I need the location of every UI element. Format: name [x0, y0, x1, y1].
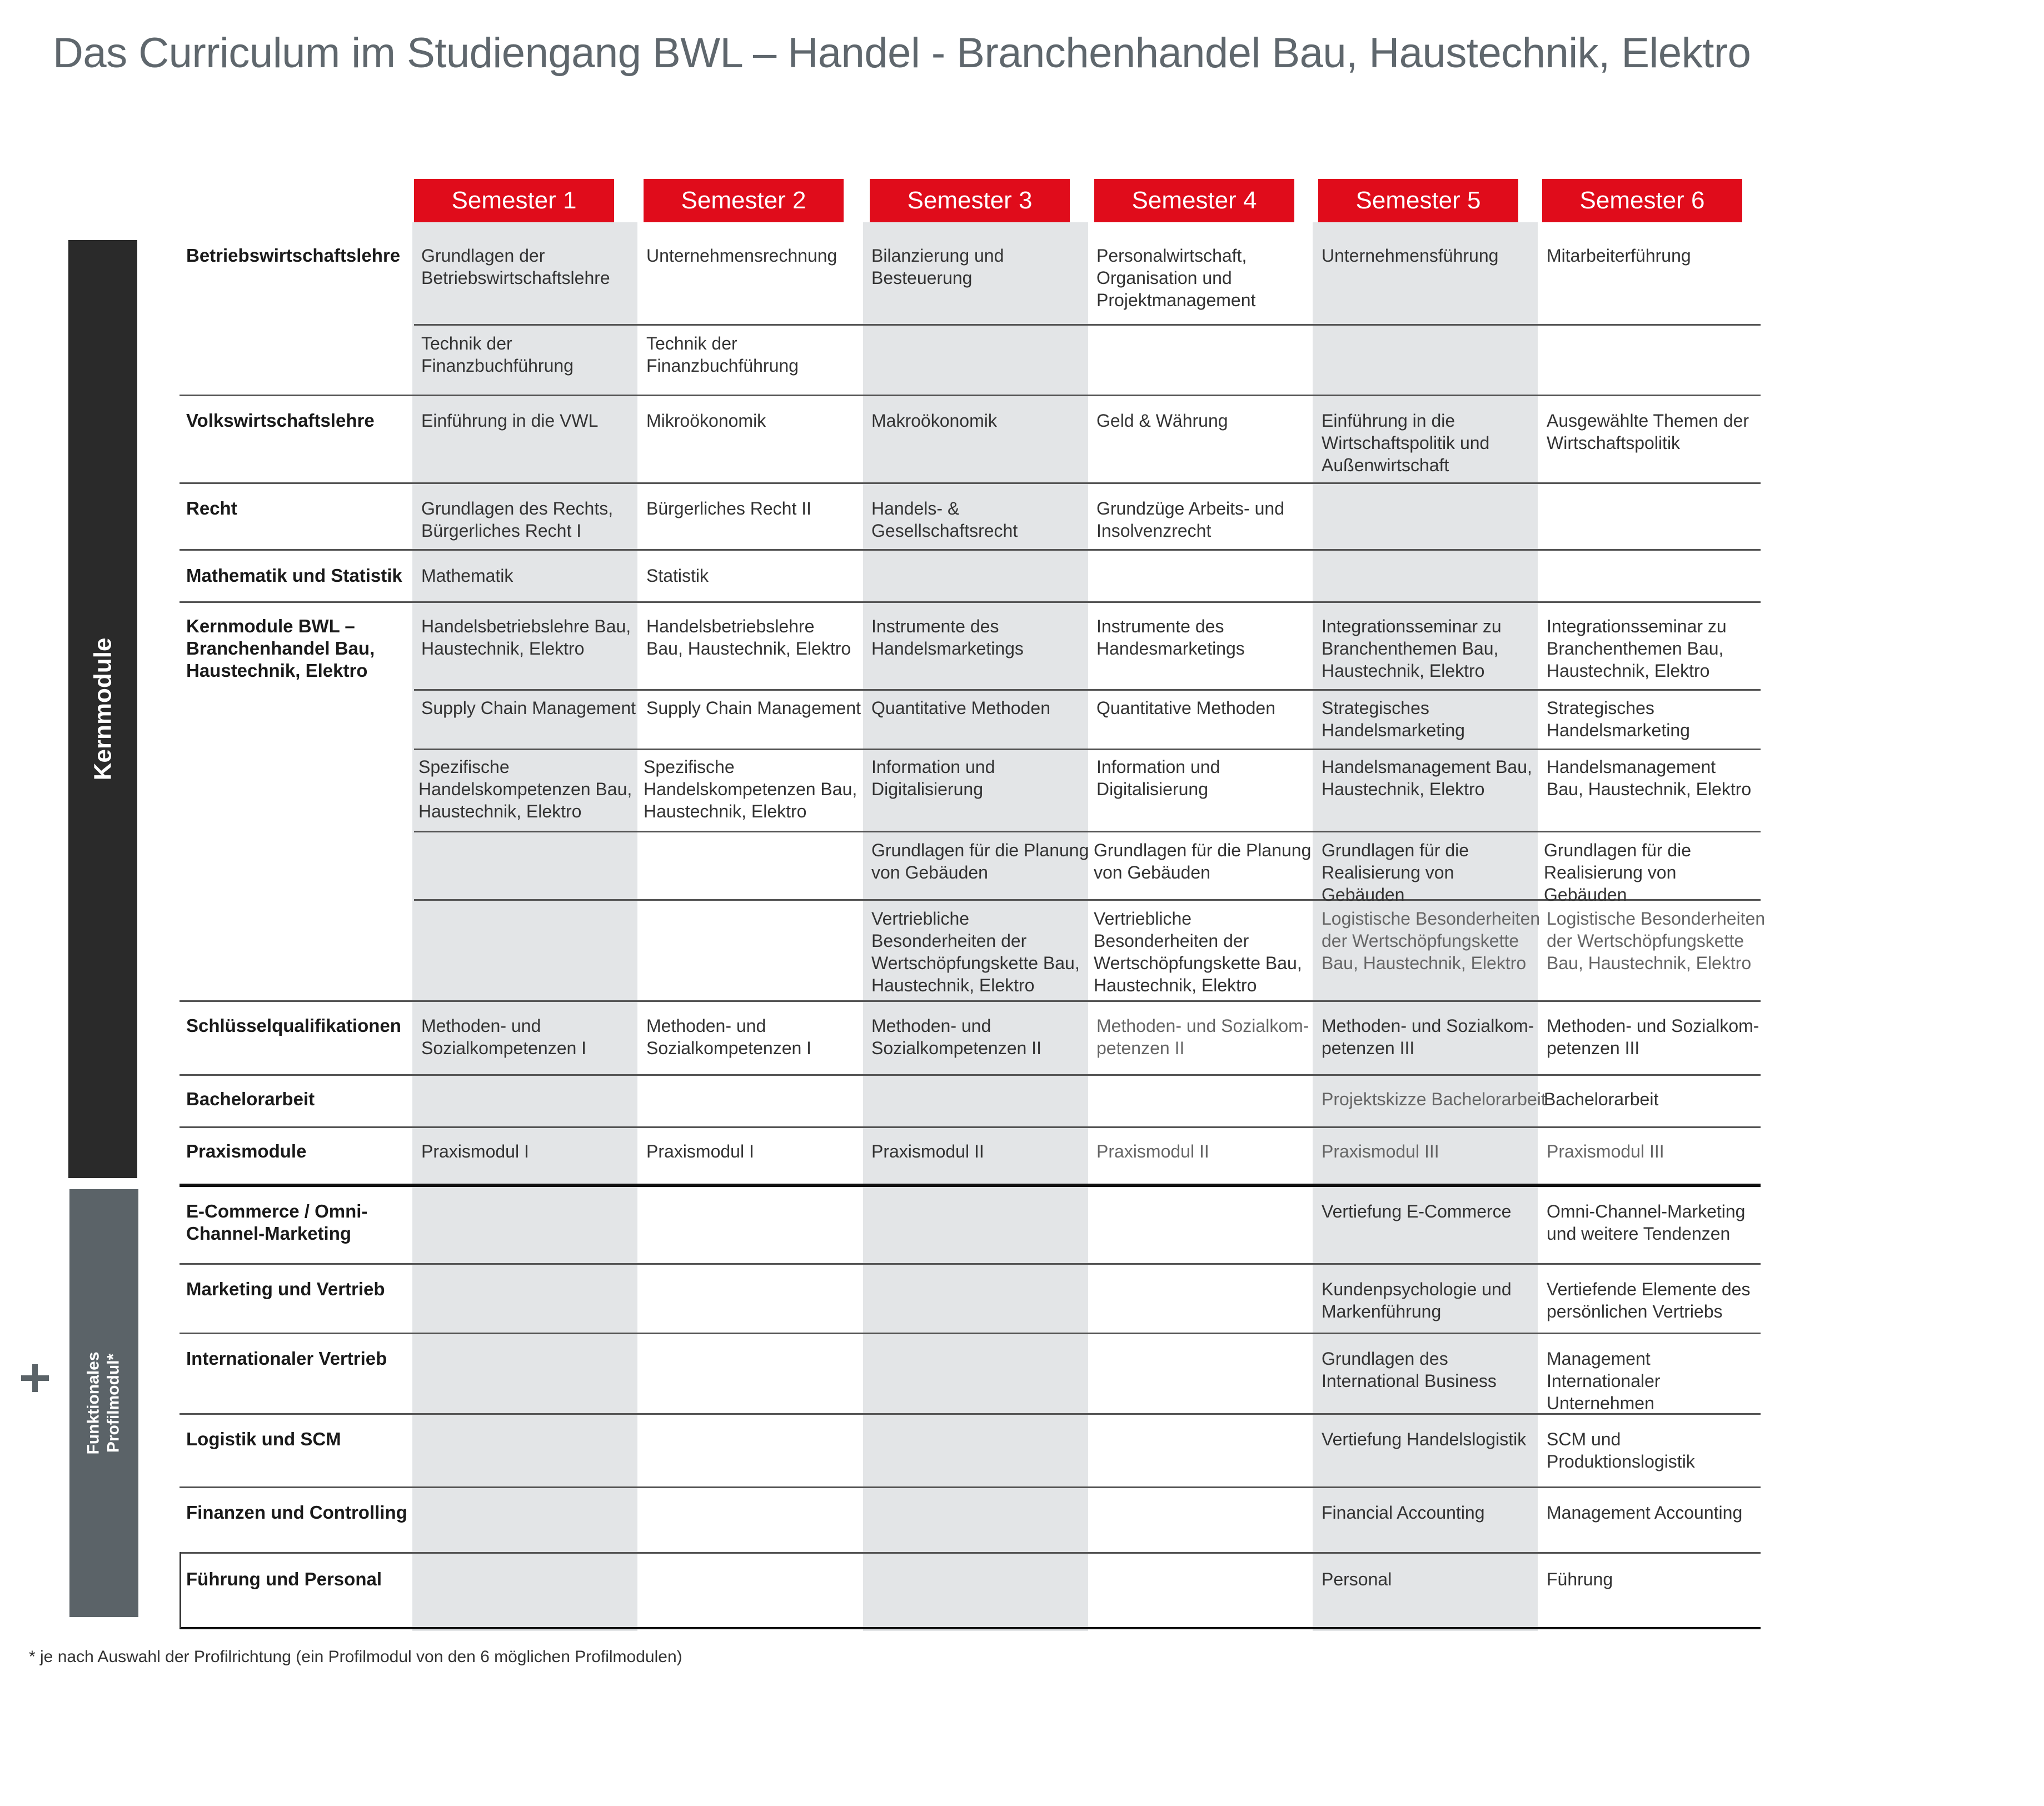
row-divider — [180, 1413, 1761, 1415]
module-cell: Grundlagen für die Planung von Gebäuden — [1094, 840, 1312, 882]
module-cell: Grundlagen für die Realisierung von Gebäuden — [1322, 840, 1469, 905]
module-cell: Information und Digitalisierung — [871, 757, 995, 799]
module-cell: Praxismodul III — [1322, 1141, 1439, 1161]
row-divider — [180, 1486, 1761, 1488]
module-cell: Ausgewählte Themen der Wirtschaftspolitik — [1547, 411, 1749, 453]
module-cell: Bürgerliches Recht II — [646, 498, 812, 518]
module-cell: Personalwirtschaft, Organisation und Projektmanagement — [1096, 246, 1256, 310]
module-cell: Einführung in die Wirtschaftspolitik und Außenwirtschaft — [1322, 411, 1490, 475]
module-cell: Makroökonomik — [871, 411, 997, 431]
category-recht: Recht — [186, 498, 237, 518]
module-cell: Unternehmensrechnung — [646, 246, 837, 266]
module-cell: Management Accounting — [1547, 1503, 1743, 1523]
row-divider — [180, 1263, 1761, 1265]
module-cell: Methoden- und Sozialkompetenzen II — [871, 1016, 1041, 1058]
profilmodul-sidebar — [69, 1189, 138, 1617]
module-cell: Grundlagen der Betriebswirtschaftslehre — [421, 246, 610, 288]
module-cell: Strategisches Handelsmarketing — [1322, 698, 1465, 740]
module-cell: Bilanzierung und Besteuerung — [871, 246, 1004, 288]
module-cell: Information und Digitalisierung — [1096, 757, 1220, 799]
module-cell: Methoden- und Sozialkom- petenzen III — [1547, 1016, 1759, 1058]
module-cell: Handelsbetriebslehre Bau, Haustechnik, Elektro — [646, 616, 851, 658]
module-cell: Handelsmanagement Bau, Haustechnik, Elektro — [1547, 757, 1752, 799]
module-cell: Vertriebliche Besonderheiten der Wertschöpfungskette Bau, Haustechnik, Elektro — [871, 909, 1080, 995]
semester-3-header: Semester 3 — [870, 179, 1070, 222]
category-internationaler-vertrieb: Internationaler Vertrieb — [186, 1348, 387, 1369]
row-divider — [180, 395, 1761, 396]
profilmodul-label — [84, 1351, 124, 1454]
module-cell: SCM und Produktionslogistik — [1547, 1429, 1695, 1471]
module-cell: Praxismodul II — [871, 1141, 984, 1161]
module-cell: Omni-Channel-Marketing und weitere Tendenzen — [1547, 1201, 1746, 1244]
row-divider — [180, 1552, 1761, 1554]
module-cell: Praxismodul III — [1547, 1141, 1664, 1161]
category-kernmodule-bwl: Kernmodule BWL – Branchenhandel Bau, Haustechnik, Elektro — [186, 616, 375, 681]
module-cell: Personal — [1322, 1569, 1392, 1589]
profilmodul-label-line2: Profilmodul* — [104, 1353, 123, 1453]
row-divider — [414, 749, 1761, 750]
profilmodul-label-line1: Funktionales — [84, 1351, 103, 1455]
footnote: * je nach Auswahl der Profilrichtung (ein Profilmodul von den 6 möglichen Profilmodulen) — [29, 1648, 682, 1666]
module-cell: Technik der Finanzbuchführung — [646, 333, 799, 376]
module-cell: Kundenpsychologie und Markenführung — [1322, 1279, 1512, 1321]
row-divider — [180, 1000, 1761, 1002]
module-cell: Einführung in die VWL — [421, 411, 599, 431]
module-cell: Geld & Währung — [1096, 411, 1228, 431]
table-bottom-border — [180, 1627, 1761, 1629]
row-divider — [180, 482, 1761, 484]
category-logistik-scm: Logistik und SCM — [186, 1429, 341, 1449]
module-cell: Vertriebliche Besonderheiten der Wertschöpfungskette Bau, Haustechnik, Elektro — [1094, 909, 1302, 995]
module-cell: Methoden- und Sozialkompetenzen I — [421, 1016, 587, 1058]
module-cell: Vertiefung Handelslogistik — [1322, 1429, 1527, 1449]
module-cell: Strategisches Handelsmarketing — [1547, 698, 1690, 740]
module-cell: Vertiefende Elemente des persönlichen Vertriebs — [1547, 1279, 1751, 1321]
module-cell: Management Internationaler Unternehmen — [1547, 1349, 1661, 1413]
module-cell: Financial Accounting — [1322, 1503, 1485, 1523]
module-cell: Methoden- und Sozialkom- petenzen III — [1322, 1016, 1534, 1058]
module-cell: Handelsmanagement Bau, Haustechnik, Elektro — [1322, 757, 1532, 799]
row-divider — [414, 689, 1761, 691]
semester-4-header: Semester 4 — [1094, 179, 1294, 222]
module-cell: Unternehmensführung — [1322, 246, 1499, 266]
module-cell: Integrationsseminar zu Branchenthemen Bau, Haustechnik, Elektro — [1322, 616, 1502, 681]
module-cell: Handelsbetriebslehre Bau, Haustechnik, Elektro — [421, 616, 631, 658]
column-shade-semester-1 — [412, 222, 637, 1631]
module-cell: Grundlagen für die Planung von Gebäuden — [871, 840, 1089, 882]
module-cell: Logistische Besonderheiten der Wertschöpfungskette Bau, Haustechnik, Elektro — [1547, 909, 1766, 973]
module-cell: Handels- & Gesellschaftsrecht — [871, 498, 1018, 541]
module-cell: Quantitative Methoden — [871, 698, 1050, 718]
row-divider — [180, 601, 1761, 603]
module-cell: Methoden- und Sozialkom- petenzen II — [1096, 1016, 1309, 1058]
module-cell: Supply Chain Management — [421, 698, 636, 718]
module-cell: Mathematik — [421, 566, 514, 586]
module-cell: Grundlagen des International Business — [1322, 1349, 1497, 1391]
category-bwl: Betriebswirtschaftslehre — [186, 245, 401, 266]
module-cell: Instrumente des Handelsmarketings — [871, 616, 1024, 658]
module-cell: Logistische Besonderheiten der Wertschöpfungskette Bau, Haustechnik, Elektro — [1322, 909, 1541, 973]
module-cell: Grundlagen des Rechts, Bürgerliches Recht I — [421, 498, 614, 541]
module-cell: Statistik — [646, 566, 709, 586]
module-cell: Grundlagen für die Realisierung von Gebäuden — [1544, 840, 1692, 905]
module-cell: Integrationsseminar zu Branchenthemen Bau, Haustechnik, Elektro — [1547, 616, 1727, 681]
row-divider — [180, 1126, 1761, 1128]
row-divider — [414, 831, 1761, 832]
row-divider — [180, 1074, 1761, 1076]
module-cell: Praxismodul I — [646, 1141, 754, 1161]
category-finanzen-controlling: Finanzen und Controlling — [186, 1502, 407, 1523]
module-cell: Instrumente des Handesmarketings — [1096, 616, 1245, 658]
row-divider — [414, 324, 1761, 326]
kernmodule-sidebar — [68, 240, 137, 1178]
row-divider — [180, 1333, 1761, 1334]
module-cell: Mikroökonomik — [646, 411, 766, 431]
row-divider — [180, 549, 1761, 551]
category-vwl: Volkswirtschaftslehre — [186, 410, 375, 431]
semester-2-header: Semester 2 — [644, 179, 844, 222]
category-praxismodule: Praxismodule — [186, 1141, 307, 1161]
category-marketing-vertrieb: Marketing und Vertrieb — [186, 1279, 385, 1299]
section-divider — [180, 1184, 1761, 1187]
module-cell: Bachelorarbeit — [1544, 1089, 1659, 1109]
semester-1-header: Semester 1 — [414, 179, 614, 222]
semester-5-header: Semester 5 — [1318, 179, 1518, 222]
module-cell: Technik der Finanzbuchführung — [421, 333, 574, 376]
module-cell: Supply Chain Management — [646, 698, 861, 718]
module-cell: Methoden- und Sozialkompetenzen I — [646, 1016, 812, 1058]
module-cell: Spezifische Handelskompetenzen Bau, Haustechnik, Elektro — [418, 757, 632, 821]
module-cell: Spezifische Handelskompetenzen Bau, Haustechnik, Elektro — [644, 757, 858, 821]
module-cell: Mitarbeiterführung — [1547, 246, 1691, 266]
category-fuehrung-personal: Führung und Personal — [186, 1569, 382, 1589]
kernmodule-label: Kernmodule — [89, 637, 117, 781]
category-mathe: Mathematik und Statistik — [186, 565, 402, 586]
module-cell: Vertiefung E-Commerce — [1322, 1201, 1512, 1221]
module-cell: Grundzüge Arbeits- und Insolvenzrecht — [1096, 498, 1284, 541]
table-left-border — [180, 1552, 181, 1628]
category-ecommerce: E-Commerce / Omni- Channel-Marketing — [186, 1201, 368, 1244]
page-title: Das Curriculum im Studiengang BWL – Handel - Branchenhandel Bau, Haustechnik, Elektro — [53, 29, 1751, 77]
plus-icon — [21, 1364, 49, 1392]
module-cell: Führung — [1547, 1569, 1613, 1589]
module-cell: Quantitative Methoden — [1096, 698, 1275, 718]
module-cell: Praxismodul I — [421, 1141, 529, 1161]
category-bachelorarbeit: Bachelorarbeit — [186, 1089, 315, 1109]
module-cell: Projektskizze Bachelorarbeit — [1322, 1089, 1546, 1109]
module-cell: Praxismodul II — [1096, 1141, 1209, 1161]
category-schluesselqualifikationen: Schlüsselqualifikationen — [186, 1015, 401, 1036]
semester-6-header: Semester 6 — [1542, 179, 1742, 222]
